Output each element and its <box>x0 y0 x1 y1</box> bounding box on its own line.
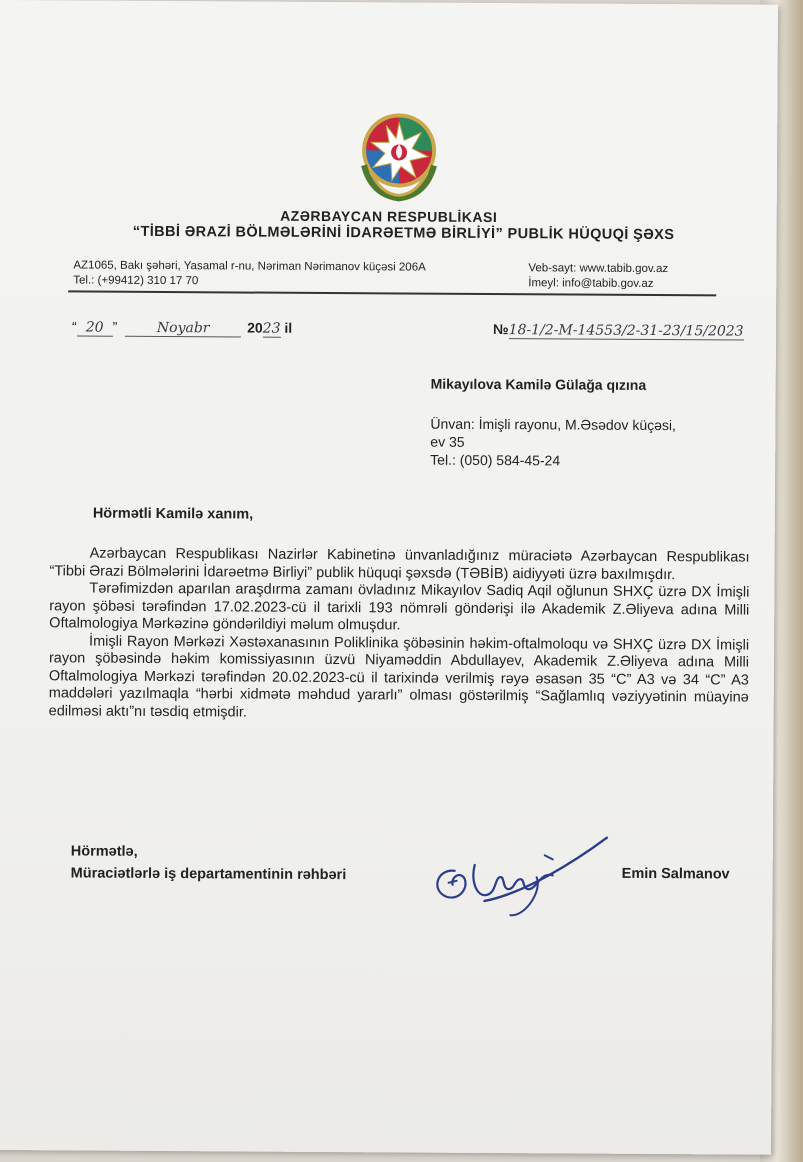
org-email[interactable]: İmeyl: info@tabib.gov.az <box>528 277 654 290</box>
org-address: AZ1065, Bakı şəhəri, Yasamal r-nu, Nəriman Nərimanov küçəsi 206A <box>73 259 426 274</box>
signer-title: Müraciətlərlə iş departamentinin rəhbəri <box>70 865 347 884</box>
addressee-phone: Tel.: (050) 584-45-24 <box>430 451 561 469</box>
addressee-block <box>430 375 676 470</box>
date-day: 20 <box>77 319 113 336</box>
date-il: il <box>284 319 293 336</box>
date-month: Noyabr <box>125 320 241 338</box>
org-website[interactable]: Veb-sayt: www.tabib.gov.az <box>528 262 669 276</box>
addressee-address-line2: ev 35 <box>430 433 465 450</box>
contact-left <box>73 258 426 290</box>
body-paragraph-3: İmişli Rayon Mərkəzi Xəstəxanasının Poliklinika şöbəsinin həkim-oftalmoloqu və SHXÇ üzrə DX İmişli rayon şöbəsində həkim komissiyasının üzvü Niyaməddin Abdullayev, Akademik Z.Əliyeva adına Milli Oftalmologiya Mərkəzi tərəfindən 20.02.2023-cü il tarixində verilmiş rəyə əsasən 35 “C” A3 və 34 “C” A3 maddələri yazılmaqla “hərbi xidmətə məhdud yararlı” olması göstərilmiş “Sağlamlıq vəziyyətinin müayinə edilməsi aktı”nı təsdiq etmişdir. <box>48 633 750 721</box>
reg-prefix: № <box>492 321 509 338</box>
date-year-suffix: 23 <box>262 320 281 337</box>
salutation: Hörmətli Kamilə xanım, <box>92 505 254 523</box>
addressee-name: Mikayılova Kamilə Gülağa qızına <box>430 375 647 393</box>
addressee-address-line1: Ünvan: İmişli rayonu, M.Əsədov küçəsi, <box>430 415 676 434</box>
state-emblem-icon <box>354 110 445 203</box>
body-paragraph-1: Azərbaycan Respublikası Nazirlər Kabinetinə ünvanladığınız müraciətə Azərbaycan Respublikası “Tibbi Ərazi Bölmələrini İdarəetmə Birliyi” publik hüquqi şəxsdə (TƏBİB) aidiyyəti üzrə baxılmışdır. <box>49 545 750 583</box>
org-phone: Tel.: (+99412) 310 17 70 <box>73 274 199 288</box>
letter-body <box>49 545 750 724</box>
contact-right <box>528 261 668 292</box>
header-country: AZƏRBAYCAN RESPUBLİKASI <box>280 207 498 226</box>
closing-block <box>71 840 347 886</box>
signer-name: Emin Salmanov <box>621 865 730 883</box>
body-paragraph-2: Tərəfimizdən aparılan araşdırma zamanı övladınız Mikayılov Sadiq Aqil oğlunun SHXÇ üzrə DX İmişli rayon şöbəsi tərəfindən 17.02.2023-cü il tarixli 193 nömrəli göndərişi ilə Akademik Z.Əliyeva adına Milli Oftalmologiya Mərkəzinə göndərildiyi məlum olmuşdur. <box>49 580 750 634</box>
closing-phrase: Hörmətlə, <box>70 843 138 860</box>
reg-number-value: 18-1/2-M-14553/2-31-23/15/2023 <box>508 322 744 340</box>
signature-icon <box>424 831 615 922</box>
letter-date: “ 20 ” Noyabr 2023 il <box>71 318 293 337</box>
header-organization: “TİBBİ ƏRAZİ BÖLMƏLƏRİNİ İDARƏETMƏ BİRLİYİ” PUBLİK HÜQUQİ ŞƏXS <box>132 223 675 244</box>
registration-number <box>493 321 744 341</box>
date-year-prefix: 20 <box>247 319 263 336</box>
